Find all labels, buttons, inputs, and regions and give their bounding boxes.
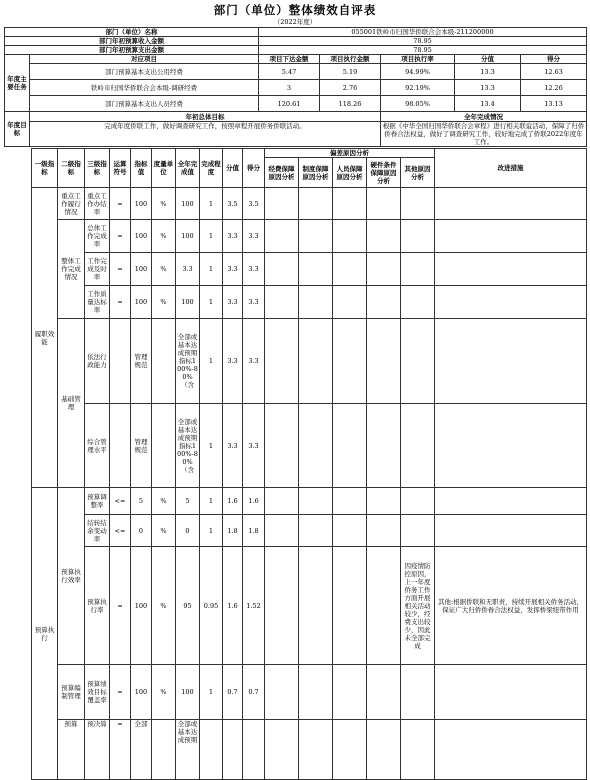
- degree-cell: 1: [200, 188, 223, 220]
- table-row: [32, 253, 587, 286]
- table-row: [32, 720, 587, 780]
- table-row: [32, 220, 587, 253]
- done-text: 根据《中华全国归国华侨联合会章程》进行相关联谊活动，保障了归侨侨眷合法权益，做好了调查研究工作，较好地完成了侨联2022年度年工作。: [381, 122, 587, 147]
- got-cell: 1.6: [243, 488, 265, 515]
- op-cell: =: [110, 547, 131, 665]
- done-header: 全年完成情况: [381, 112, 587, 122]
- task-cell: 2.76: [320, 80, 381, 96]
- value-cell: 100: [131, 665, 152, 720]
- tasks-header: 项目执行率: [381, 55, 455, 64]
- table-row: [32, 188, 587, 220]
- done-cell: 全部或基本达成预期: [176, 720, 200, 780]
- degree-cell: 1: [200, 665, 223, 720]
- level1-cell: 预算执行: [32, 488, 58, 780]
- op-cell: =: [110, 188, 131, 220]
- deviation-col: 人员保障原因分析: [333, 158, 367, 188]
- unit-cell: %: [152, 188, 176, 220]
- task-cell: 12.26: [521, 80, 587, 96]
- indicator-table: [31, 148, 587, 780]
- tasks-section-label: 年度主要任务: [5, 55, 30, 112]
- level3-cell: 预算绩效目标覆盖率: [85, 665, 110, 720]
- level3-cell: 总体工作完成率: [85, 220, 110, 253]
- tasks-header: 项目执行金额: [320, 55, 381, 64]
- improve-cell: 其他:根据侨联和无职责，持续开展相关侨务活动，保证广大归侨侨眷合法权益，发挥桥梁纽带作用: [435, 547, 587, 665]
- got-cell: 3.3: [243, 253, 265, 286]
- degree-cell: 1: [200, 319, 223, 404]
- table-row: [32, 547, 587, 665]
- deviation-col: 硬件条件保障原因分析: [367, 158, 401, 188]
- deviation-col: 其他原因分析: [401, 158, 435, 188]
- got-cell: 0.7: [243, 665, 265, 720]
- op-cell: =: [110, 286, 131, 319]
- score-cell: 3.3: [223, 253, 243, 286]
- got-cell: 3.3: [243, 220, 265, 253]
- unit-cell: %: [152, 488, 176, 515]
- expense-label: 部门年初预算支出金额: [5, 46, 259, 55]
- income-value: 78.95: [259, 37, 587, 46]
- score-cell: 3.3: [223, 404, 243, 488]
- level3-cell: 工作质量达标率: [85, 286, 110, 319]
- degree-cell: 1: [200, 488, 223, 515]
- ind-header: 得分: [243, 149, 265, 188]
- table-row: [32, 319, 587, 404]
- ind-header: 二级指标: [58, 149, 85, 188]
- deviation-col: 制度保障原因分析: [299, 158, 333, 188]
- op-cell: [110, 319, 131, 404]
- level3-cell: 结转结余变动率: [85, 515, 110, 547]
- plan-header: 年初总体目标: [30, 112, 381, 122]
- value-cell: 管理规范: [131, 404, 152, 488]
- score-cell: 1.6: [223, 547, 243, 665]
- done-cell: 3.3: [176, 253, 200, 286]
- task-cell: 13.13: [521, 96, 587, 112]
- level2-cell: 预算编制管理: [58, 665, 85, 720]
- op-cell: =: [110, 253, 131, 286]
- ind-header: 三级指标: [85, 149, 110, 188]
- done-cell: 95: [176, 547, 200, 665]
- level3-cell: 预决算: [85, 720, 110, 780]
- score-cell: [223, 720, 243, 780]
- value-cell: 全部: [131, 720, 152, 780]
- level2-cell: 预算: [58, 720, 85, 780]
- dept-label: 部门（单位）名称: [5, 28, 259, 37]
- ind-header: 指标值: [131, 149, 152, 188]
- task-cell: 94.99%: [381, 64, 455, 80]
- plan-text: 完成年度侨联工作，做好调查研究工作，按照章程开展侨务侨联活动。: [30, 122, 381, 147]
- unit-cell: [152, 404, 176, 488]
- tasks-header: 项目下达金额: [259, 55, 320, 64]
- done-cell: 5: [176, 488, 200, 515]
- op-cell: =: [110, 665, 131, 720]
- deviation-header: 偏差原因分析: [265, 149, 435, 158]
- improve-header: 改进措施: [435, 149, 587, 188]
- ind-header: 一级指标: [32, 149, 58, 188]
- done-cell: 0: [176, 515, 200, 547]
- task-cell: 118.26: [320, 96, 381, 112]
- level3-cell: 重点工作办结率: [85, 188, 110, 220]
- expense-value: 78.95: [259, 46, 587, 55]
- value-cell: 100: [131, 188, 152, 220]
- unit-cell: %: [152, 515, 176, 547]
- unit-cell: [152, 720, 176, 780]
- value-cell: 5: [131, 488, 152, 515]
- task-project: 部门预算基本支出公用经费: [30, 64, 259, 80]
- ind-header: 度量单位: [152, 149, 176, 188]
- task-cell: 98.05%: [381, 96, 455, 112]
- degree-cell: 1: [200, 515, 223, 547]
- done-cell: 全部或基本达成预期指标100%-80%（含: [176, 319, 200, 404]
- done-cell: 100: [176, 188, 200, 220]
- value-cell: 100: [131, 220, 152, 253]
- degree-cell: 1: [200, 253, 223, 286]
- value-cell: 0: [131, 515, 152, 547]
- level2-cell: 重点工作履行情况: [58, 188, 85, 220]
- level2-cell: 预算执行效率: [58, 488, 85, 665]
- degree-cell: 0.95: [200, 547, 223, 665]
- task-cell: 12.63: [521, 64, 587, 80]
- level3-cell: 预算调整率: [85, 488, 110, 515]
- ind-header: 全年完成值: [176, 149, 200, 188]
- unit-cell: %: [152, 286, 176, 319]
- degree-cell: [200, 720, 223, 780]
- got-cell: 3.3: [243, 404, 265, 488]
- score-cell: 3.3: [223, 319, 243, 404]
- op-cell: <=: [110, 515, 131, 547]
- done-cell: 100: [176, 286, 200, 319]
- dept-value: 055001铁岭市归国华侨联合会本级-211200000: [259, 28, 587, 37]
- score-cell: 3.3: [223, 220, 243, 253]
- degree-cell: 1: [200, 404, 223, 488]
- degree-cell: 1: [200, 286, 223, 319]
- level2-cell: 整体工作完成情况: [58, 220, 85, 319]
- score-cell: 0.7: [223, 665, 243, 720]
- task-cell: 5.19: [320, 64, 381, 80]
- table-row: [5, 96, 587, 112]
- table-row: [5, 64, 587, 80]
- value-cell: 管理规范: [131, 319, 152, 404]
- table-row: [32, 404, 587, 488]
- value-cell: 100: [131, 547, 152, 665]
- task-cell: 13.4: [455, 96, 521, 112]
- got-cell: 3.3: [243, 319, 265, 404]
- op-cell: <=: [110, 488, 131, 515]
- value-cell: 100: [131, 286, 152, 319]
- table-row: [5, 80, 587, 96]
- task-cell: 13.3: [455, 64, 521, 80]
- task-cell: 5.47: [259, 64, 320, 80]
- done-cell: 全部或基本达成预期指标100%-80%（含: [176, 404, 200, 488]
- goals-section-label: 年度目标: [5, 112, 30, 147]
- done-cell: 100: [176, 665, 200, 720]
- income-label: 部门年初预算收入金额: [5, 37, 259, 46]
- score-cell: 3.3: [223, 286, 243, 319]
- tasks-header: 对应项目: [30, 55, 259, 64]
- summary-table: [4, 27, 587, 147]
- unit-cell: %: [152, 665, 176, 720]
- tasks-header: 得分: [521, 55, 587, 64]
- got-cell: 1.52: [243, 547, 265, 665]
- got-cell: 1.8: [243, 515, 265, 547]
- tasks-header: 分值: [455, 55, 521, 64]
- level3-cell: 综合管理水平: [85, 404, 110, 488]
- op-cell: =: [110, 220, 131, 253]
- task-cell: 92.19%: [381, 80, 455, 96]
- score-cell: 3.5: [223, 188, 243, 220]
- task-project: 铁岭市归国华侨联合会本级-调研经费: [30, 80, 259, 96]
- ind-header: 完成程度: [200, 149, 223, 188]
- got-cell: 3.3: [243, 286, 265, 319]
- got-cell: [243, 720, 265, 780]
- page-title: 部门（单位）整体绩效自评表: [213, 3, 377, 17]
- task-cell: 3: [259, 80, 320, 96]
- page-subtitle: （2022年度）: [273, 18, 317, 26]
- level3-cell: 预算执行率: [85, 547, 110, 665]
- unit-cell: %: [152, 253, 176, 286]
- unit-cell: %: [152, 547, 176, 665]
- op-cell: =: [110, 720, 131, 780]
- task-cell: 13.3: [455, 80, 521, 96]
- unit-cell: %: [152, 220, 176, 253]
- level2-cell: 基础管理: [58, 319, 85, 488]
- degree-cell: 1: [200, 220, 223, 253]
- table-row: [32, 286, 587, 319]
- task-project: 部门预算基本支出人员经费: [30, 96, 259, 112]
- got-cell: 3.5: [243, 188, 265, 220]
- table-row: [32, 488, 587, 515]
- level1-cell: 履职效能: [32, 188, 58, 488]
- value-cell: 100: [131, 253, 152, 286]
- score-cell: 1.6: [223, 488, 243, 515]
- deviation-col: 经费保障原因分析: [265, 158, 299, 188]
- task-cell: 120.61: [259, 96, 320, 112]
- unit-cell: [152, 319, 176, 404]
- other-reason-cell: 因疫情防控原因，上一年度侨务工作方面开展相关活动较少，经费支出较少，因此未全部完成: [401, 547, 435, 665]
- level3-cell: 工作完成及时率: [85, 253, 110, 286]
- ind-header: 运算符号: [110, 149, 131, 188]
- op-cell: [110, 404, 131, 488]
- table-row: [32, 515, 587, 547]
- level3-cell: 依法行政能力: [85, 319, 110, 404]
- done-cell: 100: [176, 220, 200, 253]
- ind-header: 分值: [223, 149, 243, 188]
- score-cell: 1.8: [223, 515, 243, 547]
- table-row: [32, 665, 587, 720]
